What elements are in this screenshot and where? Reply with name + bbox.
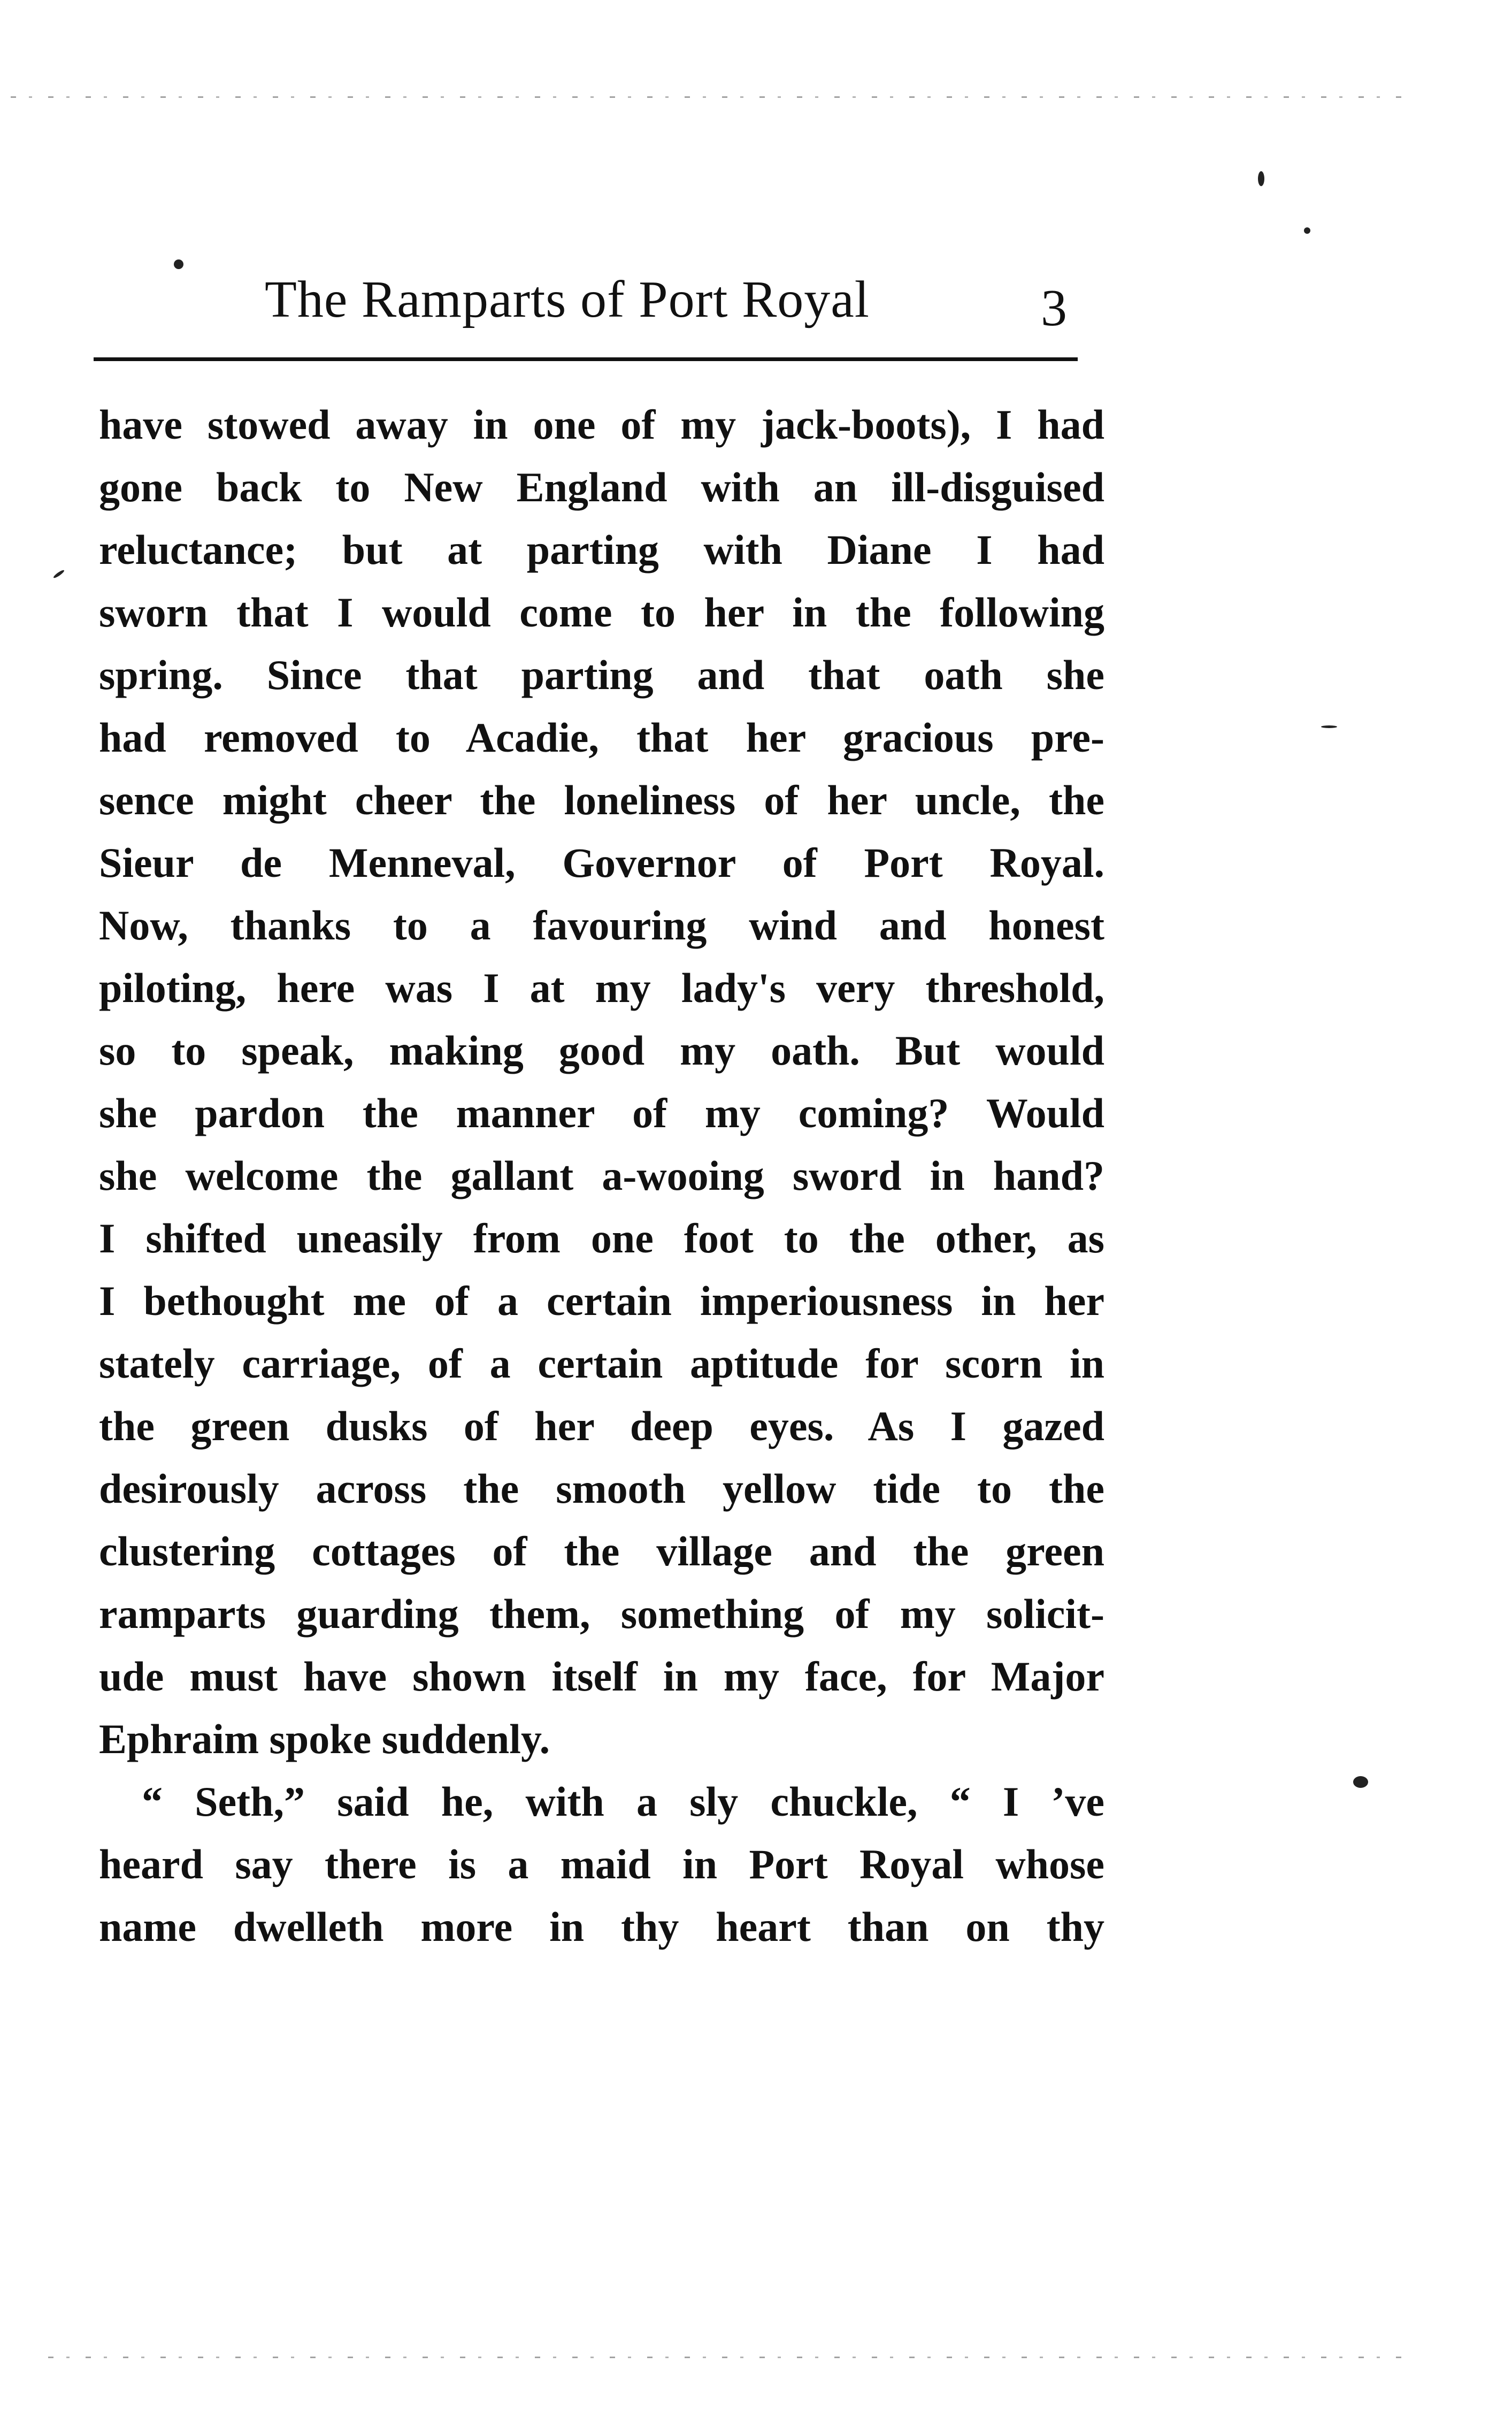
bottom-edge-scan-noise bbox=[48, 2357, 1412, 2358]
text-line: she pardon the manner of my coming? Would bbox=[99, 1090, 1104, 1136]
scan-speck bbox=[1258, 171, 1264, 186]
running-title: The Ramparts of Port Royal bbox=[265, 271, 870, 328]
text-line: desirously across the smooth yellow tide to the bbox=[99, 1465, 1104, 1512]
text-line: I shifted uneasily from one foot to the other, as bbox=[99, 1215, 1104, 1261]
text-line: I bethought me of a certain imperiousness in her bbox=[99, 1278, 1104, 1324]
text-line: gone back to New England with an ill-disguised bbox=[99, 464, 1104, 510]
text-line: the green dusks of her deep eyes. As I gazed bbox=[99, 1403, 1104, 1449]
page-header bbox=[94, 257, 1078, 369]
text-line: Now, thanks to a favouring wind and honest bbox=[99, 902, 1104, 949]
text-line: so to speak, making good my oath. But would bbox=[99, 1027, 1104, 1074]
top-edge-scan-noise bbox=[11, 96, 1401, 98]
text-line: spring. Since that parting and that oath she bbox=[99, 652, 1104, 698]
header-rule bbox=[94, 357, 1078, 361]
text-line: sworn that I would come to her in the following bbox=[99, 589, 1104, 636]
text-line: sence might cheer the loneliness of her uncle, the bbox=[99, 777, 1104, 823]
text-line: clustering cottages of the village and the green bbox=[99, 1528, 1104, 1574]
text-line: “ Seth,” said he, with a sly chuckle, “ I ’ve bbox=[142, 1778, 1104, 1825]
scan-speck bbox=[1304, 227, 1310, 234]
text-line: heard say there is a maid in Port Royal whose bbox=[99, 1841, 1104, 1887]
text-line: Sieur de Menneval, Governor of Port Royal. bbox=[99, 839, 1104, 886]
text-line: have stowed away in one of my jack-boots), I had bbox=[99, 401, 1104, 448]
body-text bbox=[99, 393, 1104, 1958]
text-line: reluctance; but at parting with Diane I had bbox=[99, 526, 1104, 573]
text-line: piloting, here was I at my lady's very threshold, bbox=[99, 965, 1104, 1011]
text-line: Ephraim spoke suddenly. bbox=[99, 1716, 550, 1762]
text-line: ramparts guarding them, something of my solicit- bbox=[99, 1590, 1104, 1637]
text-line: stately carriage, of a certain aptitude for scorn in bbox=[99, 1340, 1104, 1387]
scan-speck bbox=[1353, 1776, 1368, 1788]
text-line: she welcome the gallant a-wooing sword in hand? bbox=[99, 1152, 1104, 1199]
text-line: name dwelleth more in thy heart than on thy bbox=[99, 1903, 1104, 1950]
page-number: 3 bbox=[1041, 279, 1067, 337]
scan-speck bbox=[52, 569, 65, 579]
text-line: ude must have shown itself in my face, for Major bbox=[99, 1653, 1104, 1700]
scan-speck bbox=[1321, 725, 1337, 728]
text-line: had removed to Acadie, that her gracious pre- bbox=[99, 714, 1104, 761]
